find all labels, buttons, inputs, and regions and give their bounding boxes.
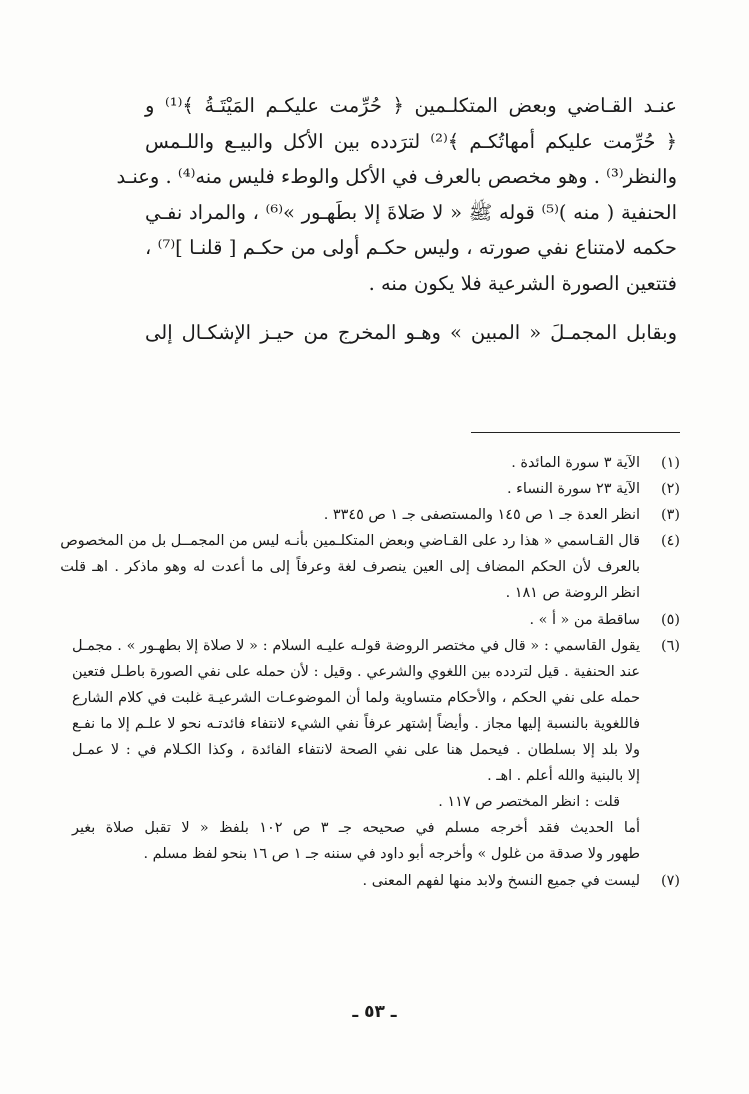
main-line: والنظر⁽³⁾ . وهو مخصص بالعرف في الأكل والوطء فليس منه⁽⁴⁾ . وعنـد (116, 165, 677, 188)
footnote-number: (١) (661, 455, 680, 471)
main-line: فتتعين الصورة الشرعية فلا يكون منه . (368, 271, 677, 295)
footnote-number: (٥) (661, 611, 680, 628)
footnote-7 (72, 868, 680, 894)
main-line: عنـد القـاضي وبعض المتكلـمين ﴿ حُرِّمت عليكـم المَيْتَـةُ ﴾⁽¹⁾ و (145, 94, 677, 117)
footnote-line: الآية ٢٣ سورة النساء . (507, 481, 640, 498)
footnote-line: قال القـاسمي « هذا رد على القـاضي وبعض المتكلـمين بأنـه ليس من المجمــل بل من المخصوص (60, 533, 640, 550)
main-text (116, 88, 677, 351)
footnote-line: فاللغوية بالنسبة إليها مجاز . وأيضاً إشتهر عرفاً نفي الشيء لانتفاء فائدتـه نحو لا علـم إلا ما نفـع (72, 715, 640, 732)
footnote-line: أما الحديث فقد أخرجه مسلم في صحيحه جـ ٣ ص ١٠٢ بلفظ « لا تقبل صلاة بغير (72, 820, 641, 837)
footnote-line: ولا بلد إلا بسلطان . فيحمل هنا على نفي الصحة لانتفاء الفائدة ، وكذا الكـلام في : لا عمـل (72, 742, 640, 759)
footnote-separator (471, 432, 680, 433)
paragraph-2 (145, 315, 677, 351)
footnote-number: (٤) (661, 533, 680, 550)
footnote-2 (72, 476, 680, 502)
footnote-line: انظر الروضة ص ١٨١ . (505, 585, 640, 602)
footnote-line: عند الحنفية . قيل لتردده بين اللغوي والشرعي . وقيل : لأن حمله على نفي الصورة باطـل فتعين (72, 663, 640, 680)
footnote-line: الآية ٣ سورة المائدة . (511, 455, 640, 471)
footnote-line: يقول القاسمي : « قال في مختصر الروضة قولـه عليـه السلام : « لا صلاة إلا بطهـور » . مجمـل (72, 637, 640, 654)
footnote-line: قلت : انظر المختصر ص ١١٧ . (438, 794, 620, 811)
page-number: ـ ٥٣ ـ (352, 1002, 397, 1022)
footnote-line: ساقطة من « أ » . (529, 611, 640, 628)
footnote-6-continuation (72, 789, 680, 867)
footnote-1 (72, 450, 680, 476)
footnote-number: (٧) (661, 872, 680, 889)
footnote-line: بالعرف لأن الحكم المضاف إلى العين ينصرف لغة وعرفاً إلى ما أعدت له وهو ماذكر . اهـ قلت (60, 559, 640, 576)
main-line: الحنفية ( منه )⁽⁵⁾ قوله ﷺ « لا صَلاةَ إلا بطَهـور »⁽⁶⁾ ، والمراد نفـي (145, 200, 677, 224)
footnote-line: طهور ولا صدقة من غلول » وأخرجه أبو داود في سننه جـ ١ ص ١٦ بنحو لفظ مسلم . (143, 846, 640, 863)
footnote-number: (٦) (661, 637, 680, 654)
main-line: ﴿ حُرِّمت عليكم أمهاتُكـم ﴾⁽²⁾ لترَدده بين الأكل والبيـع واللـمس (145, 129, 677, 153)
footnote-line: ليست في جميع النسخ ولابد منها لفهم المعنى . (362, 872, 640, 889)
footnotes (60, 450, 680, 894)
footnote-line: انظر العدة جـ ١ ص ١٤٥ والمستصفى جـ ١ ص ٣٣٤٥ . (323, 507, 640, 524)
footnote-line: حمله على نفي الحكم ، والأحكام متساوية ولما أن الموضوعـات الشرعيـة غلبت في كلام الشارع (72, 689, 640, 706)
footnote-5 (72, 607, 680, 633)
footnote-4 (60, 528, 680, 606)
footnote-number: (٣) (661, 507, 680, 524)
main-line: وبقابل المجمـلَ « المبين » وهـو المخرج من حيـز الإشكـال إلى (145, 321, 677, 344)
footnote-6 (72, 633, 680, 790)
footnote-3 (72, 502, 680, 528)
footnote-line: إلا بالبنية والله أعلم . اهـ . (487, 768, 640, 785)
main-line: حكمه لامتناع نفي صورته ، وليس حكـم أولى من حكـم [ قلنـا ]⁽⁷⁾ ، (145, 236, 677, 259)
footnote-number: (٢) (661, 481, 680, 498)
paragraph-1 (116, 88, 677, 301)
